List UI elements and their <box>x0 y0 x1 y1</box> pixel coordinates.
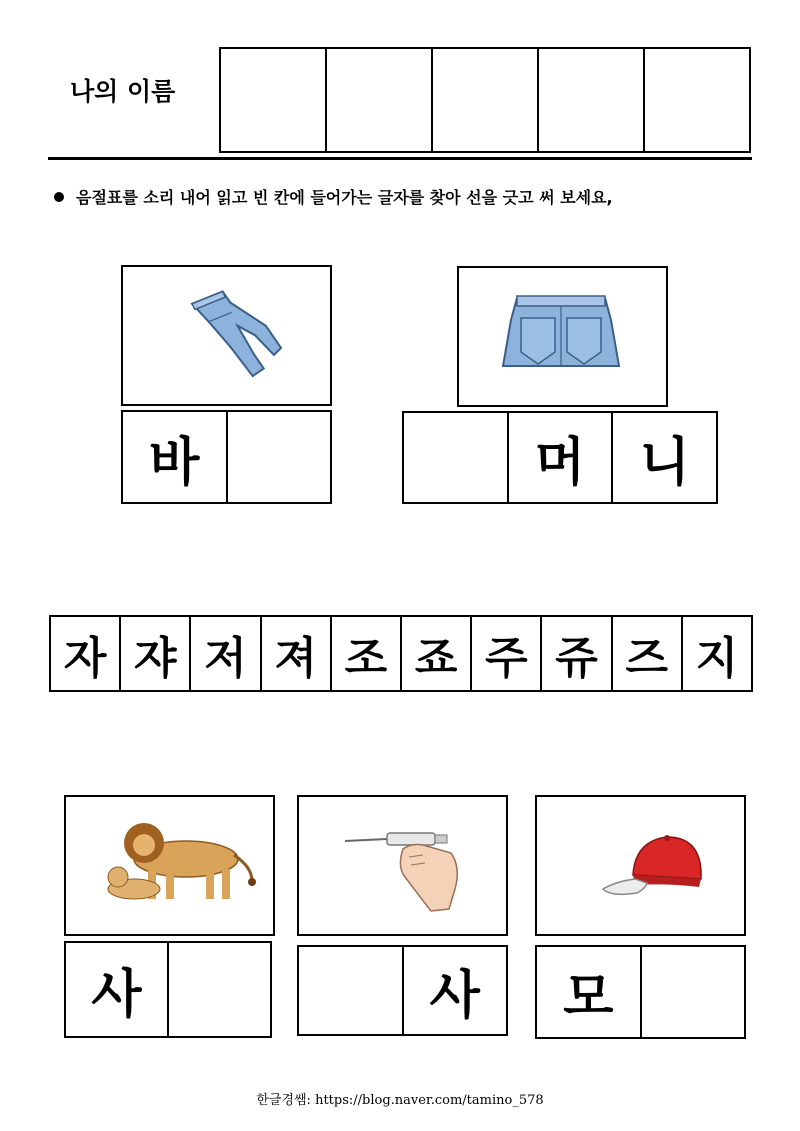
jeans-icon <box>123 267 330 404</box>
name-box[interactable] <box>539 49 645 151</box>
syllable-cell[interactable]: 쟈 <box>121 617 191 690</box>
answer-row-1 <box>121 410 332 504</box>
bullet-icon <box>54 192 64 202</box>
picture-jeans-pocket <box>457 266 668 407</box>
cap-icon <box>537 797 744 934</box>
picture-syringe <box>297 795 508 936</box>
footer-credit: 한글경쌤: https://blog.naver.com/tamino_578 <box>256 1093 544 1108</box>
blank-box[interactable] <box>228 412 331 502</box>
blank-box[interactable] <box>404 413 509 502</box>
blank-box[interactable] <box>642 947 745 1037</box>
picture-cap <box>535 795 746 936</box>
name-box[interactable] <box>645 49 749 151</box>
syllable-cell[interactable]: 저 <box>191 617 261 690</box>
answer-row-4 <box>297 945 508 1036</box>
name-input-grid[interactable] <box>219 47 751 153</box>
syllable-cell[interactable]: 주 <box>472 617 542 690</box>
answer-row-3 <box>64 941 272 1038</box>
syllable-cell[interactable]: 쥬 <box>542 617 612 690</box>
picture-lion <box>64 795 275 936</box>
syllable-cell[interactable]: 져 <box>262 617 332 690</box>
syllable-cell[interactable]: 즈 <box>613 617 683 690</box>
jeans-pocket-icon <box>459 268 666 405</box>
syllable-box: 바 <box>123 412 228 502</box>
syllable-cell[interactable]: 조 <box>332 617 402 690</box>
name-box[interactable] <box>221 49 327 151</box>
lion-icon <box>66 797 273 934</box>
blank-box[interactable] <box>299 947 404 1034</box>
name-box[interactable] <box>327 49 433 151</box>
syllable-box: 사 <box>66 943 169 1036</box>
name-box[interactable] <box>433 49 539 151</box>
syllable-cell[interactable]: 죠 <box>402 617 472 690</box>
picture-jeans <box>121 265 332 406</box>
answer-row-2 <box>402 411 718 504</box>
name-label: 나의 이름 <box>70 77 176 106</box>
syllable-box: 머 <box>509 413 614 502</box>
instruction <box>54 185 613 208</box>
syllable-box: 니 <box>639 433 690 493</box>
syllable-cell[interactable]: 지 <box>695 632 739 684</box>
syllable-cell[interactable]: 자 <box>51 617 121 690</box>
blank-box[interactable] <box>169 943 270 1036</box>
syringe-icon <box>299 797 506 934</box>
instruction-text: 음절표를 소리 내어 읽고 빈 칸에 들어가는 글자를 찾아 선을 긋고 써 보세요, <box>76 188 613 207</box>
answer-row-5 <box>535 945 746 1039</box>
syllable-box: 사 <box>429 966 480 1026</box>
syllable-box: 모 <box>537 947 642 1037</box>
header-divider <box>48 157 752 160</box>
syllable-table <box>49 615 753 692</box>
